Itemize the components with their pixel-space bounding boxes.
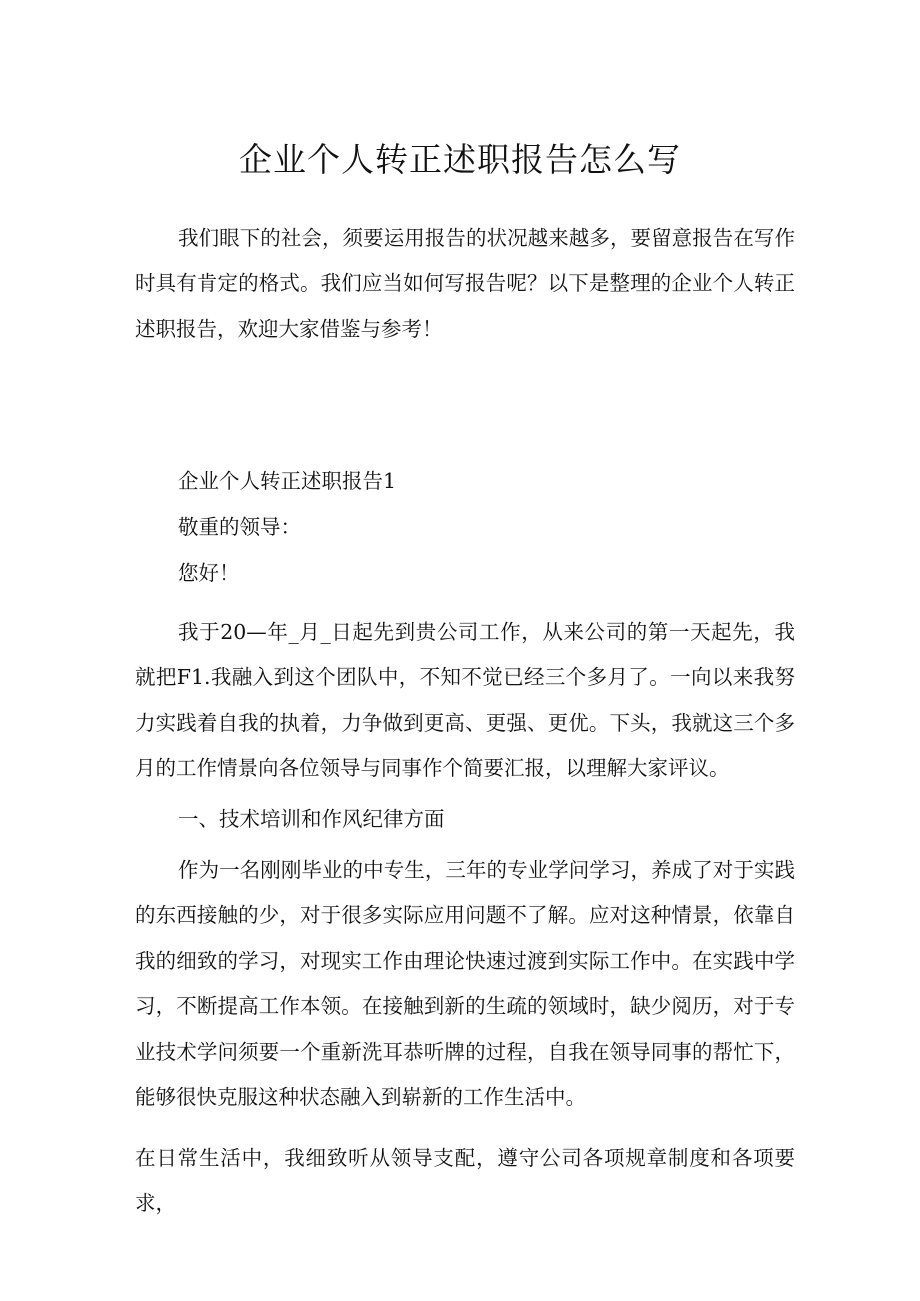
- document-title: 企业个人转正述职报告怎么写: [239, 140, 681, 179]
- intro-paragraph: 我们眼下的社会，须要运用报告的状况越来越多，要留意报告在写作时具有肯定的格式。我们应当如何写报告呢？以下是整理的企业个人转正述职报告，欢迎大家借鉴与参考！: [135, 226, 795, 341]
- report-heading: 企业个人转正述职报告1: [178, 469, 397, 493]
- greeting: 您好！: [178, 561, 240, 585]
- section-heading-1: 一、技术培训和作风纪律方面: [178, 807, 445, 831]
- body-paragraph-2: 作为一名刚刚毕业的中专生，三年的专业学问学习，养成了对于实践的东西接触的少，对于很多实际应用问题不了解。应对这种情景，依靠自我的细致的学习，对现实工作由理论快速过渡到实际工作中。在实践中学习，不断提高工作本领。在接触到新的生疏的领域时，缺少阅历，对于专业技术学问须要一个重新洗耳恭听牌的过程，自我在领导同事的帮忙下，能够很快克服这种状态融入到崭新的工作生活中。: [135, 858, 795, 1110]
- body-paragraph-1: 我于20—年_月_日起先到贵公司工作，从来公司的第一天起先，我就把F1.我融入到这个团队中，不知不觉已经三个多月了。一向以来我努力实践着自我的执着，力争做到更高、更强、更优。下头，我就这三个多月的工作情景向各位领导与同事作个简要汇报，以理解大家评议。: [135, 620, 795, 781]
- body-paragraph-3: 在日常生活中，我细致听从领导支配，遵守公司各项规章制度和各项要求，: [135, 1146, 795, 1216]
- salutation: 敬重的领导：: [178, 515, 301, 539]
